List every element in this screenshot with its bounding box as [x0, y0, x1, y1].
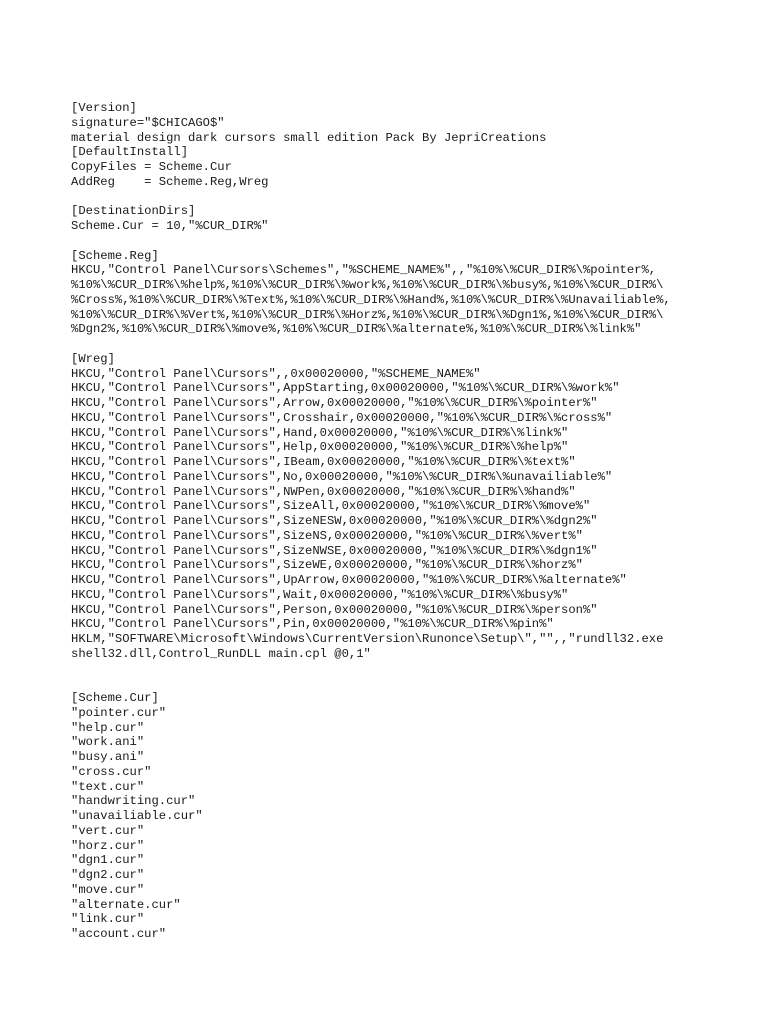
document-line: [Wreg] — [71, 351, 115, 366]
inf-document-text — [71, 101, 761, 942]
document-line: HKCU,"Control Panel\Cursors",SizeNESW,0x00020000,"%10%\%CUR_DIR%\%dgn2%" — [71, 514, 598, 528]
document-line: HKCU,"Control Panel\Cursors",Person,0x00020000,"%10%\%CUR_DIR%\%person%" — [71, 602, 598, 617]
document-line: "pointer.cur" — [71, 705, 167, 720]
document-line: CopyFiles = Scheme.Cur — [71, 160, 232, 174]
blank-line — [71, 190, 761, 205]
document-line: HKCU,"Control Panel\Cursors",SizeNS,0x00020000,"%10%\%CUR_DIR%\%vert%" — [71, 528, 583, 543]
document-line: HKCU,"Control Panel\Cursors",SizeNWSE,0x00020000,"%10%\%CUR_DIR%\%dgn1%" — [71, 543, 598, 558]
blank-line — [71, 337, 761, 352]
document-line: [Version] — [71, 101, 137, 115]
document-line: Scheme.Cur = 10,"%CUR_DIR%" — [71, 219, 269, 233]
document-line: shell32.dll,Control_RunDLL main.cpl @0,1" — [71, 646, 371, 661]
blank-line — [71, 234, 761, 249]
document-line: HKCU,"Control Panel\Cursors",,0x00020000,"%SCHEME_NAME%" — [71, 366, 481, 381]
document-line: HKLM,"SOFTWARE\Microsoft\Windows\CurrentVersion\Runonce\Setup\","",,"rundll32.exe — [71, 632, 664, 646]
document-line: [DefaultInstall] — [71, 145, 189, 160]
document-line: [DestinationDirs] — [71, 204, 196, 219]
document-line: HKCU,"Control Panel\Cursors",Hand,0x00020000,"%10%\%CUR_DIR%\%link%" — [71, 425, 569, 440]
document-line: %10%\%CUR_DIR%\%help%,%10%\%CUR_DIR%\%work%,%10%\%CUR_DIR%\%busy%,%10%\%CUR_DIR%\ — [71, 278, 664, 292]
document-line: [Scheme.Reg] — [71, 248, 159, 263]
document-line: "link.cur" — [71, 912, 145, 927]
document-line: "handwriting.cur" — [71, 794, 196, 809]
document-line: HKCU,"Control Panel\Cursors",UpArrow,0x00020000,"%10%\%CUR_DIR%\%alternate%" — [71, 573, 627, 587]
document-line: "account.cur" — [71, 927, 167, 941]
document-line: AddReg = Scheme.Reg,Wreg — [71, 174, 269, 189]
document-line: HKCU,"Control Panel\Cursors",AppStarting,0x00020000,"%10%\%CUR_DIR%\%work%" — [71, 381, 620, 396]
document-line: HKCU,"Control Panel\Cursors",Crosshair,0x00020000,"%10%\%CUR_DIR%\%cross%" — [71, 410, 613, 425]
document-line: %Dgn2%,%10%\%CUR_DIR%\%move%,%10%\%CUR_DIR%\%alternate%,%10%\%CUR_DIR%\%link%" — [71, 322, 642, 337]
document-line: HKCU,"Control Panel\Cursors\Schemes","%SCHEME_NAME%",,"%10%\%CUR_DIR%\%pointer%, — [71, 263, 657, 278]
document-line: "dgn1.cur" — [71, 853, 145, 868]
document-line: [Scheme.Cur] — [71, 691, 159, 705]
document-line: HKCU,"Control Panel\Cursors",SizeAll,0x00020000,"%10%\%CUR_DIR%\%move%" — [71, 499, 591, 514]
document-line: material design dark cursors small edition Pack By JepriCreations — [71, 130, 547, 145]
document-line: "work.ani" — [71, 735, 145, 750]
document-line: %10%\%CUR_DIR%\%Vert%,%10%\%CUR_DIR%\%Horz%,%10%\%CUR_DIR%\%Dgn1%,%10%\%CUR_DIR%\ — [71, 307, 664, 322]
document-line: HKCU,"Control Panel\Cursors",SizeWE,0x00020000,"%10%\%CUR_DIR%\%horz%" — [71, 558, 583, 573]
document-line: HKCU,"Control Panel\Cursors",Pin,0x00020000,"%10%\%CUR_DIR%\%pin%" — [71, 617, 554, 632]
document-line: HKCU,"Control Panel\Cursors",Help,0x00020000,"%10%\%CUR_DIR%\%help%" — [71, 440, 569, 455]
document-line: "dgn2.cur" — [71, 868, 145, 882]
document-line: HKCU,"Control Panel\Cursors",No,0x00020000,"%10%\%CUR_DIR%\%unavailiable%" — [71, 469, 613, 484]
document-line: HKCU,"Control Panel\Cursors",Arrow,0x00020000,"%10%\%CUR_DIR%\%pointer%" — [71, 396, 598, 410]
document-line: "busy.ani" — [71, 750, 145, 764]
document-line: "vert.cur" — [71, 823, 145, 838]
document-line: HKCU,"Control Panel\Cursors",NWPen,0x00020000,"%10%\%CUR_DIR%\%hand%" — [71, 484, 576, 499]
blank-line — [71, 676, 761, 691]
document-line: "horz.cur" — [71, 838, 145, 853]
document-line: "alternate.cur" — [71, 897, 181, 912]
document-line: "cross.cur" — [71, 764, 152, 779]
document-line: HKCU,"Control Panel\Cursors",IBeam,0x00020000,"%10%\%CUR_DIR%\%text%" — [71, 455, 576, 469]
document-line: %Cross%,%10%\%CUR_DIR%\%Text%,%10%\%CUR_DIR%\%Hand%,%10%\%CUR_DIR%\%Unavailiable%, — [71, 292, 671, 307]
blank-line — [71, 662, 761, 677]
document-line: HKCU,"Control Panel\Cursors",Wait,0x00020000,"%10%\%CUR_DIR%\%busy%" — [71, 587, 569, 602]
document-line: signature="$CHICAGO$" — [71, 115, 225, 130]
document-line: "text.cur" — [71, 779, 145, 794]
document-line: "help.cur" — [71, 720, 145, 735]
document-line: "unavailiable.cur" — [71, 809, 203, 823]
document-line: "move.cur" — [71, 882, 145, 897]
